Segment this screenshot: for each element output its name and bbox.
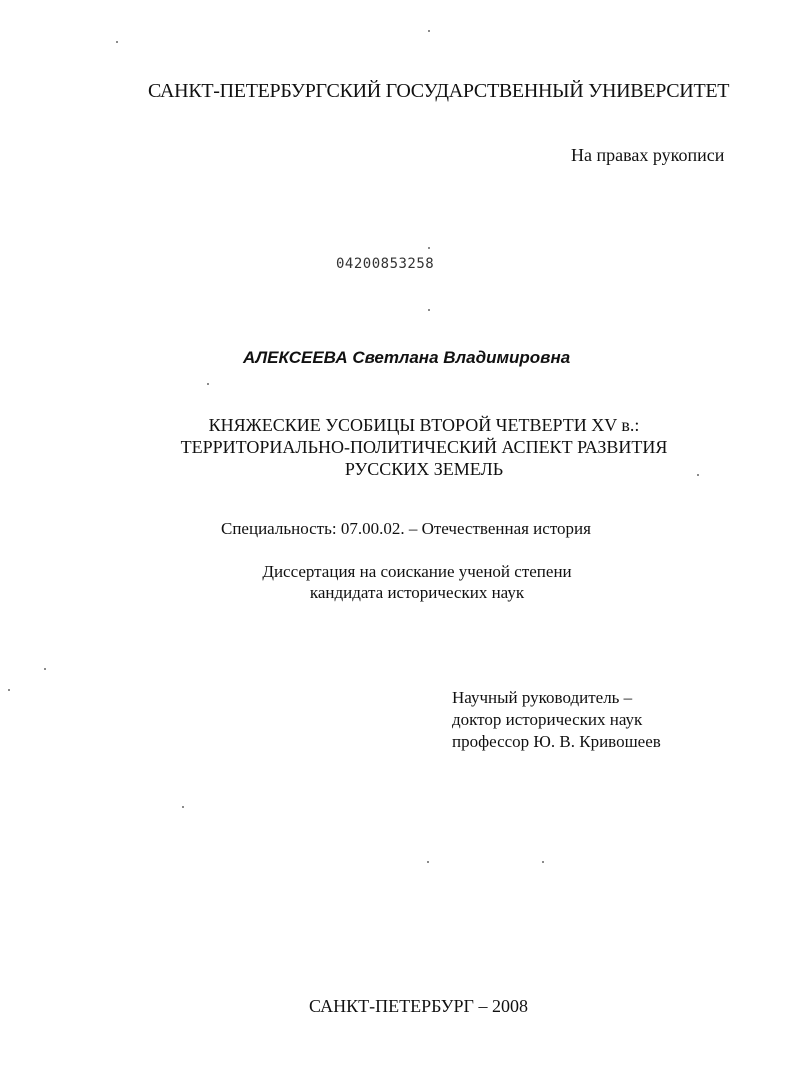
scan-speck xyxy=(44,668,46,670)
title-line-3: РУССКИХ ЗЕМЕЛЬ xyxy=(344,459,504,479)
scan-speck xyxy=(428,30,430,32)
scan-speck xyxy=(697,474,699,476)
title-line-2: ТЕРРИТОРИАЛЬНО-ПОЛИТИЧЕСКИЙ АСПЕКТ РАЗВИТИЯ xyxy=(180,437,668,457)
manuscript-rights-note: На правах рукописи xyxy=(571,145,725,165)
degree-line-1: Диссертация на соискание ученой степени xyxy=(262,562,572,581)
scan-speck xyxy=(428,247,430,249)
specialty: Специальность: 07.00.02. – Отечественная история xyxy=(221,519,591,538)
scan-speck xyxy=(427,861,429,863)
degree-statement xyxy=(222,561,612,603)
catalog-code: 04200853258 xyxy=(336,256,435,272)
university-name: САНКТ-ПЕТЕРБУРГСКИЙ ГОСУДАРСТВЕННЫЙ УНИВЕРСИТЕТ xyxy=(148,80,730,102)
supervisor-line-1: Научный руководитель – xyxy=(452,688,633,707)
scan-speck xyxy=(8,689,10,691)
scan-speck xyxy=(182,806,184,808)
title-line-1: КНЯЖЕСКИЕ УСОБИЦЫ ВТОРОЙ ЧЕТВЕРТИ XV в.: xyxy=(208,415,640,435)
supervisor-line-3: профессор Ю. В. Кривошеев xyxy=(452,732,661,751)
author-name: АЛЕКСЕЕВА Светлана Владимировна xyxy=(243,348,571,367)
scan-speck xyxy=(542,861,544,863)
dissertation-title xyxy=(0,414,797,480)
scan-speck xyxy=(428,309,430,311)
scan-speck xyxy=(207,383,209,385)
scan-speck xyxy=(116,41,118,43)
city-year: САНКТ-ПЕТЕРБУРГ – 2008 xyxy=(309,996,528,1016)
supervisor-block xyxy=(452,687,661,753)
supervisor-line-2: доктор исторических наук xyxy=(452,710,643,729)
degree-line-2: кандидата исторических наук xyxy=(309,583,525,602)
